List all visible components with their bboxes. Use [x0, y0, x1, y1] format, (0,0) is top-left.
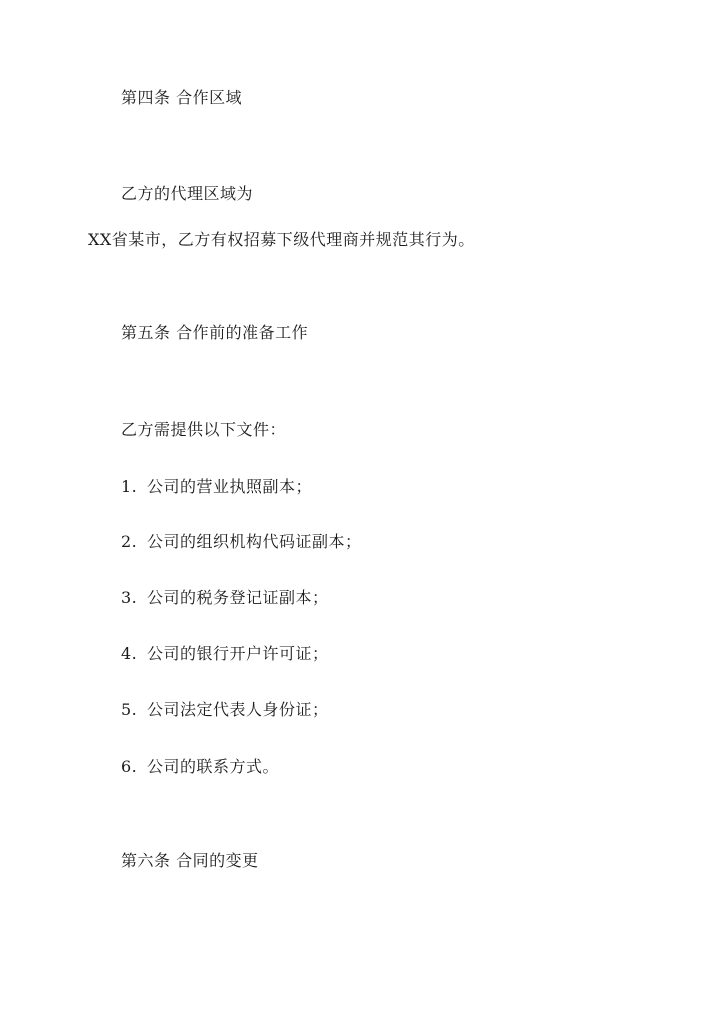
- list-item-number: 2.: [121, 532, 138, 551]
- list-item-number: 3.: [121, 588, 138, 607]
- section-6-heading: 第六条 合同的变更: [121, 851, 259, 870]
- section-4-paragraph-line-1: 乙方的代理区域为: [121, 184, 254, 203]
- list-item-number: 5.: [121, 700, 138, 719]
- list-item-text: 公司的组织机构代码证副本；: [147, 532, 362, 551]
- list-item: [121, 700, 329, 720]
- section-4-heading: 第四条 合作区域: [121, 88, 243, 107]
- list-item-number: 4.: [121, 644, 138, 663]
- list-item-text: 公司的联系方式。: [147, 757, 280, 776]
- list-item: [121, 532, 362, 552]
- list-item: [121, 477, 312, 497]
- list-item-text: 公司的营业执照副本；: [147, 477, 313, 496]
- list-item-text: 公司法定代表人身份证；: [147, 700, 329, 719]
- section-4-paragraph-line-2: XX省某市，乙方有权招募下级代理商并规范其行为。: [88, 230, 475, 249]
- section-5-intro: 乙方需提供以下文件：: [121, 420, 287, 439]
- list-item-number: 1.: [121, 477, 138, 496]
- list-item: [121, 644, 329, 664]
- list-item-number: 6.: [121, 757, 138, 776]
- list-item-text: 公司的银行开户许可证；: [147, 644, 329, 663]
- list-item-text: 公司的税务登记证副本；: [147, 588, 329, 607]
- list-item: [121, 588, 329, 608]
- list-item: [121, 757, 279, 777]
- section-5-heading: 第五条 合作前的准备工作: [121, 323, 309, 342]
